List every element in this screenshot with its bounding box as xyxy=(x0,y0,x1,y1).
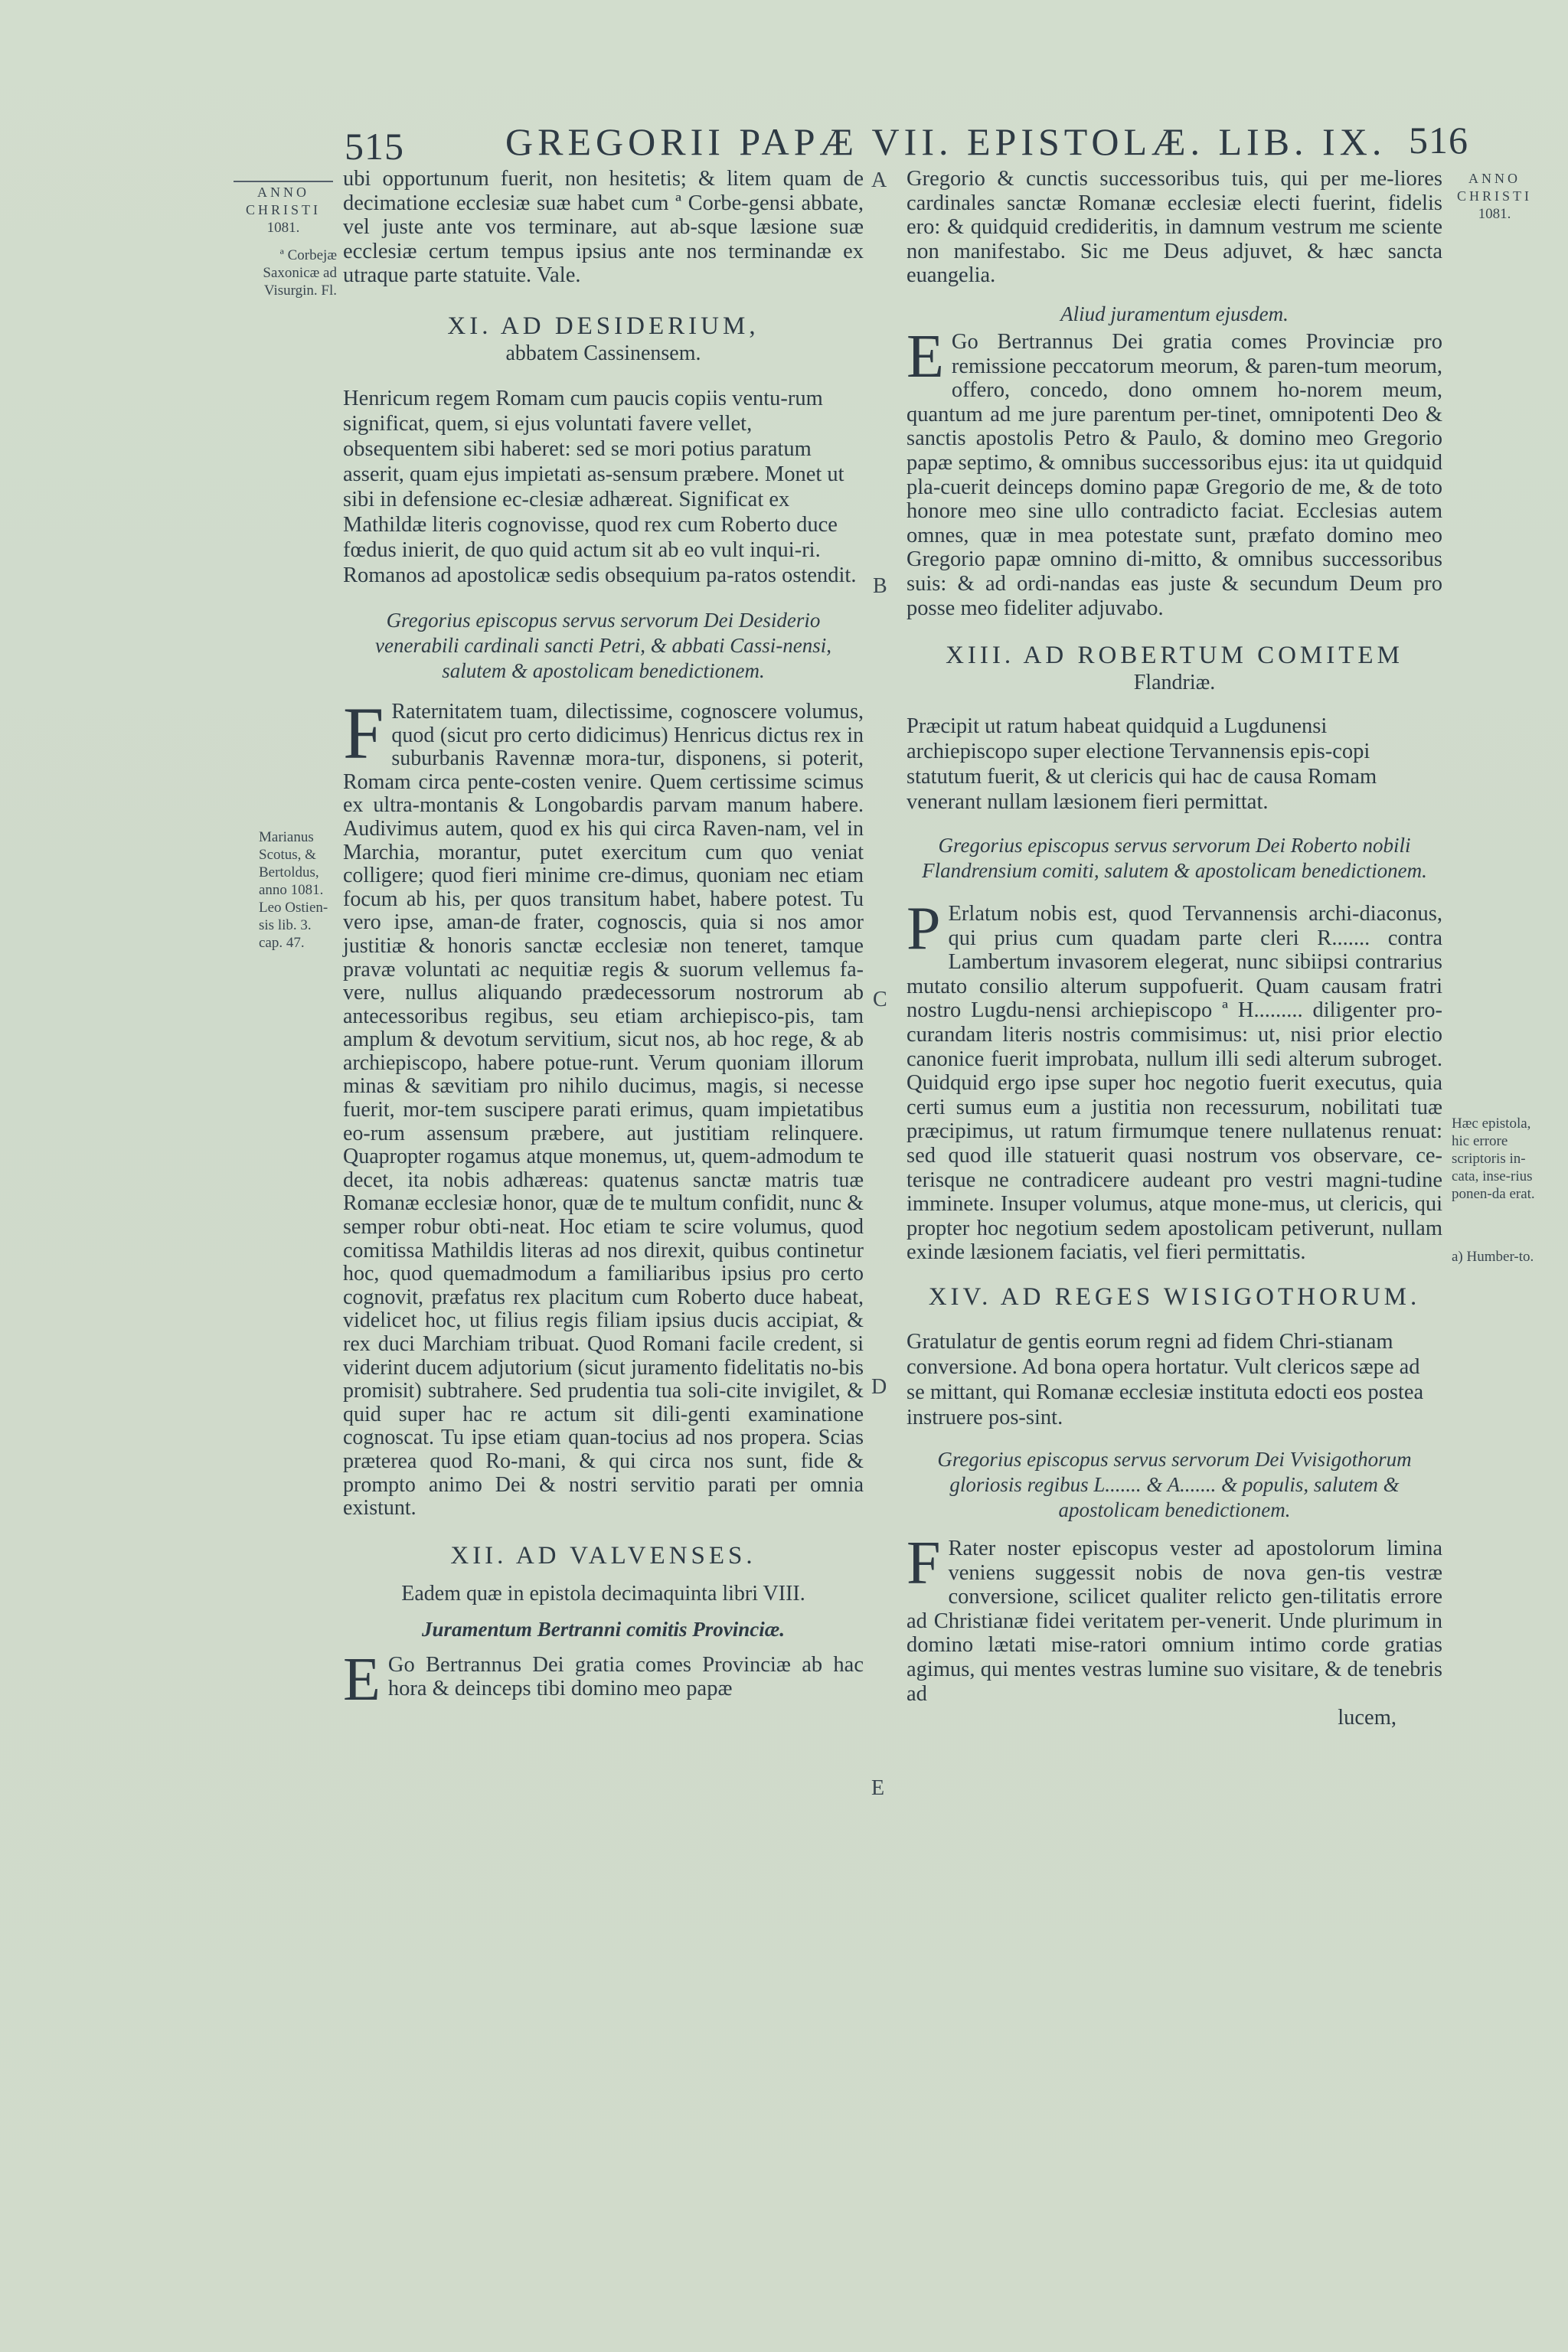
running-title: GREGORII PAPÆ VII. EPISTOLÆ. LIB. IX. xyxy=(505,120,1387,163)
christi-label: CHRISTI xyxy=(1456,188,1532,204)
section-letter-c: C xyxy=(873,988,887,1011)
section-xi-text: Raternitatem tuam, dilectissime, cognoscere volumus, quod (sicut pro certo didicimus) Henricus dictus rex in suburbanis Ravennæ mora-tur, disponens, si poterit, Romam circa pente-costen venire. Quem certissime scimus ex ultra-montanis & Longobardis parvam manum habere. Audivimus autem, quod ex his qui circa Raven-nam, vel in Marchia, morantur, putet exercitum cum quo veniat colligere; quod fieri minime cre-dimus, quoniam nec etiam focum ab his, per quos transitum habet, habere potest. Tu vero ipse, aman-de frater, cognoscis, quia si nos amor justitiæ & honoris sanctæ ecclesiæ non teneret, tamque pravæ voluntati ac nequitiæ regis & suorum vellemus fa-vere, nullus aliquando prædecessorum nostrorum ab antecessoribus regibus, seu etiam archiepisco-pis, tam amplum & devotum servitium, sicut nos, ab hoc rege, & ab archiepiscopo, habere potue-runt. Verum quoniam illorum minas & sævitiam pro nihilo ducimus, magis, si necesse fuerit, mor-tem suscipere parati erimus, quam impietatibus eo-rum assensum præbere, aut justitiam relinquere. Quapropter rogamus atque monemus, ut, quem-admodum te decet, ita nobis adhæreas: quatenus sanctæ matris tuæ Romanæ ecclesiæ honor, quæ de te multum confidit, nunc & semper robur obti-neat. Hoc etiam te scire volumus, quod comitissa Mathildis literas ad nos direxit, quibus continetur hoc, quod quemadmodum a familiaribus ipsius pro certo cognovit, præfatus rex placitum cum Roberto duce habeat, videlicet hoc, ut filius regis filiam ipsius ducis accipiat, & rex duci Marchiam tribuat. Quod Romani facile credent, si viderint ducem adjutorium (sicut juramento fidelitatis no-bis promisit) subtrahere. Sed prudentia tua soli-cite invigilet, & quid super hac re actum sit dili-genti examinatione cognoscat. Tu ipse etiam quan-tocius ad nos propera. Scias præterea quod Ro-mani, & qui circa nos sunt, fide & prompto animo Dei & nostri servitio parati per omnia existunt. xyxy=(343,699,864,1521)
year-label: 1081. xyxy=(1478,206,1511,222)
section-xi-body xyxy=(343,691,864,1521)
left-top-paragraph: ubi opportunum fuerit, non hesitetis; & litem quam de decimatione ecclesiæ suæ habet cum ª Corbe-gensi abbate, vel juste ante vos terminare, aut ab-sque læsione suæ ecclesiæ certum tempus ipsius ante nos terminandæ ex utraque parte statuite. Vale. xyxy=(343,167,864,288)
oath-two-heading: Aliud juramentum ejusdem. xyxy=(1060,302,1289,325)
left-page-number: 515 xyxy=(345,125,404,168)
section-letter-e: E xyxy=(871,1776,885,1800)
section-xiii-text: Erlatum nobis est, quod Tervannensis archi-diaconus, qui prius cum quadam parte cleri R....... contra Lambertum invasorem elegerat, nunc sibiipsi contrarius mutato consilio alterum suppofuerit. Quam causam fratri nostro Lugdu-nensi archiepiscopo ª H......... diligenter pro-curandam literis nostris commisimus: ut, nisi prior electio canonice fuerit improbata, nullum illi sedi alterum subroget. Quidquid ergo ipse super hoc negotio fuerit executus, quia certi sumus eum a justitia non recessurum, nobilitati tuæ præcipimus, ut ratum firmumque tenere nullatenus renuat: sed quod ille statuerit quasi nostrum vos observare, ce-terisque ne contradicere audeant pro vestri magni-tudine imminete. Insuper volumus, atque mone-mus, ut clericis, qui propter hoc negotium sedem apostolicam petiverunt, nullam exinde læsionem faciatis, vel fieri permittatis. xyxy=(906,902,1442,1265)
drop-cap-f: F xyxy=(343,691,384,774)
section-xii-summary: Eadem quæ in epistola decimaquinta libri VIII. xyxy=(401,1581,805,1606)
drop-cap-p: P xyxy=(906,895,941,963)
left-margin-note-corbeja: ª Corbejæ Saxonicæ ad Visurgin. Fl. xyxy=(263,247,337,299)
section-xii-body xyxy=(343,1645,864,1713)
section-xi-salutation: Gregorius episcopus servus servorum Dei Desiderio venerabili cardinali sancti Petri, & abbati Cassi-nensi, salutem & apostolicam benedictionem. xyxy=(375,608,831,682)
right-margin-note-errore: Hæc epistola, hic errore scriptoris in-cata, inse-rius ponen-da erat. xyxy=(1452,1116,1535,1202)
drop-cap-e: E xyxy=(906,322,944,390)
section-xiv-text: Rater noster episcopus vester ad apostolorum limina veniens suggessit nobis de nova gen-tis vestræ conversione, scilicet qualiter relicto gen-tilitatis errore ad Christianæ fidei veritatem per-venerit. Unde plurimum in domino lætati mise-ratori omnium intimo corde gratias agimus, qui mentes vestras lumine suo visitare, & de tenebris ad xyxy=(906,1537,1442,1706)
drop-cap-e: E xyxy=(343,1645,381,1713)
christi-label: CHRISTI xyxy=(245,202,321,217)
section-letter-b: B xyxy=(873,574,887,598)
right-margin-note-humberto: a) Humber-to. xyxy=(1452,1249,1534,1265)
right-page-number: 516 xyxy=(1409,119,1468,162)
section-xii-title: XII. AD VALVENSES. xyxy=(450,1541,756,1570)
section-letter-a: A xyxy=(871,168,887,192)
oath-two-body xyxy=(906,322,1442,620)
section-xi-summary: Henricum regem Romam cum paucis copiis ventu-rum significat, quem, si ejus voluntati favere vellet, obsequentem sibi haberet: sed se mori potius paratum asserit, quam ejus impietati as-sensum præbere. Monet ut sibi in defensione ec-clesiæ adhæreat. Significat ex Mathildæ literis cognovisse, quod rex cum Roberto duce fœdus inierit, de quo quid actum sit ab eo vult inqui-ri. Romanos ad apostolicæ sedis obsequium pa-ratos ostendit. xyxy=(343,386,857,587)
section-xiii-summary: Præcipit ut ratum habeat quidquid a Lugdunensi archiepiscopo super electione Tervannensis epis-copi statutum fuerit, & ut clericis qui hac de causa Romam venerant nullam læsionem fieri permittat. xyxy=(906,714,1377,815)
oath-two-text: Go Bertrannus Dei gratia comes Provinciæ pro remissione peccatorum meorum, & paren-tum meorum, offero, concedo, dono omnem ho-norem meum, quantum ad me jure parentum per-tinet, omnipotenti Deo & sanctis apostolis Petro & Paulo, & domino meo Gregorio papæ septimo, & omnibus successoribus ejus: ita ut quidquid pla-cuerit deinceps domino papæ Gregorio de me, & de toto honore meo sine ullo contradicto faciat. Ecclesias autem omnes, quæ in mea potestate sunt, præfato domino meo Gregorio papæ omnino di-mitto, & omnibus successoribus suis: & ad ordi-nandas eas juste & secundum Deum pro posse meo fideliter adjuvabo. xyxy=(906,329,1442,620)
right-margin-anno xyxy=(1449,170,1540,223)
section-xiv-salutation: Gregorius episcopus servus servorum Dei Vvisigothorum gloriosis regibus L....... & A....... & populis, salutem & apostolicam benedictionem. xyxy=(937,1448,1412,1521)
left-margin-note-marianus: Marianus Scotus, & Bertoldus, anno 1081. Leo Ostien-sis lib. 3. cap. 47. xyxy=(259,829,328,951)
catchword: lucem, xyxy=(1338,1706,1396,1730)
section-xiii-salutation: Gregorius episcopus servus servorum Dei Roberto nobili Flandrensium comiti, salutem & apostolicam benedictionem. xyxy=(922,834,1427,883)
section-letter-d: D xyxy=(871,1375,887,1399)
section-xiv-body xyxy=(906,1530,1442,1706)
section-xiv-title: XIV. AD REGES WISIGOTHORUM. xyxy=(928,1283,1421,1311)
section-xi-title: XI. AD DESIDERIUM, xyxy=(447,312,760,340)
left-margin-anno xyxy=(230,181,337,237)
section-xiii-subtitle: Flandriæ. xyxy=(1133,671,1216,695)
right-top-paragraph: Gregorio & cunctis successoribus tuis, qui per me-liores cardinales sanctæ Romanæ ecclesiæ electi fuerint, fidelis ero: & quidquid credideritis, in damnum vestrum me sciente non manifestabo. Sic me Deus adjuvet, & hæc sancta euangelia. xyxy=(906,167,1442,288)
section-xiv-summary: Gratulatur de gentis eorum regni ad fidem Chri-stianam conversione. Ad bona opera hortatur. Vult clericos sæpe ad se mittant, qui Romanæ ecclesiæ instituta edocti eos postea instruere pos-sint. xyxy=(906,1330,1424,1429)
right-column xyxy=(906,167,1442,1730)
section-xi-subtitle: abbatem Cassinensem. xyxy=(505,341,701,365)
section-xii-text: Go Bertrannus Dei gratia comes Provinciæ ab hac hora & deinceps tibi domino meo papæ xyxy=(387,1652,864,1701)
year-label: 1081. xyxy=(266,220,300,236)
anno-label: ANNO xyxy=(257,185,309,200)
section-xii-oath-heading: Juramentum Bertranni comitis Provinciæ. xyxy=(421,1617,786,1641)
left-column xyxy=(343,167,864,1713)
anno-label: ANNO xyxy=(1468,171,1521,186)
section-xiii-title: XIII. AD ROBERTUM COMITEM xyxy=(946,642,1403,670)
drop-cap-f: F xyxy=(906,1530,941,1597)
margin-rule xyxy=(234,181,333,182)
section-xiii-body xyxy=(906,895,1442,1265)
